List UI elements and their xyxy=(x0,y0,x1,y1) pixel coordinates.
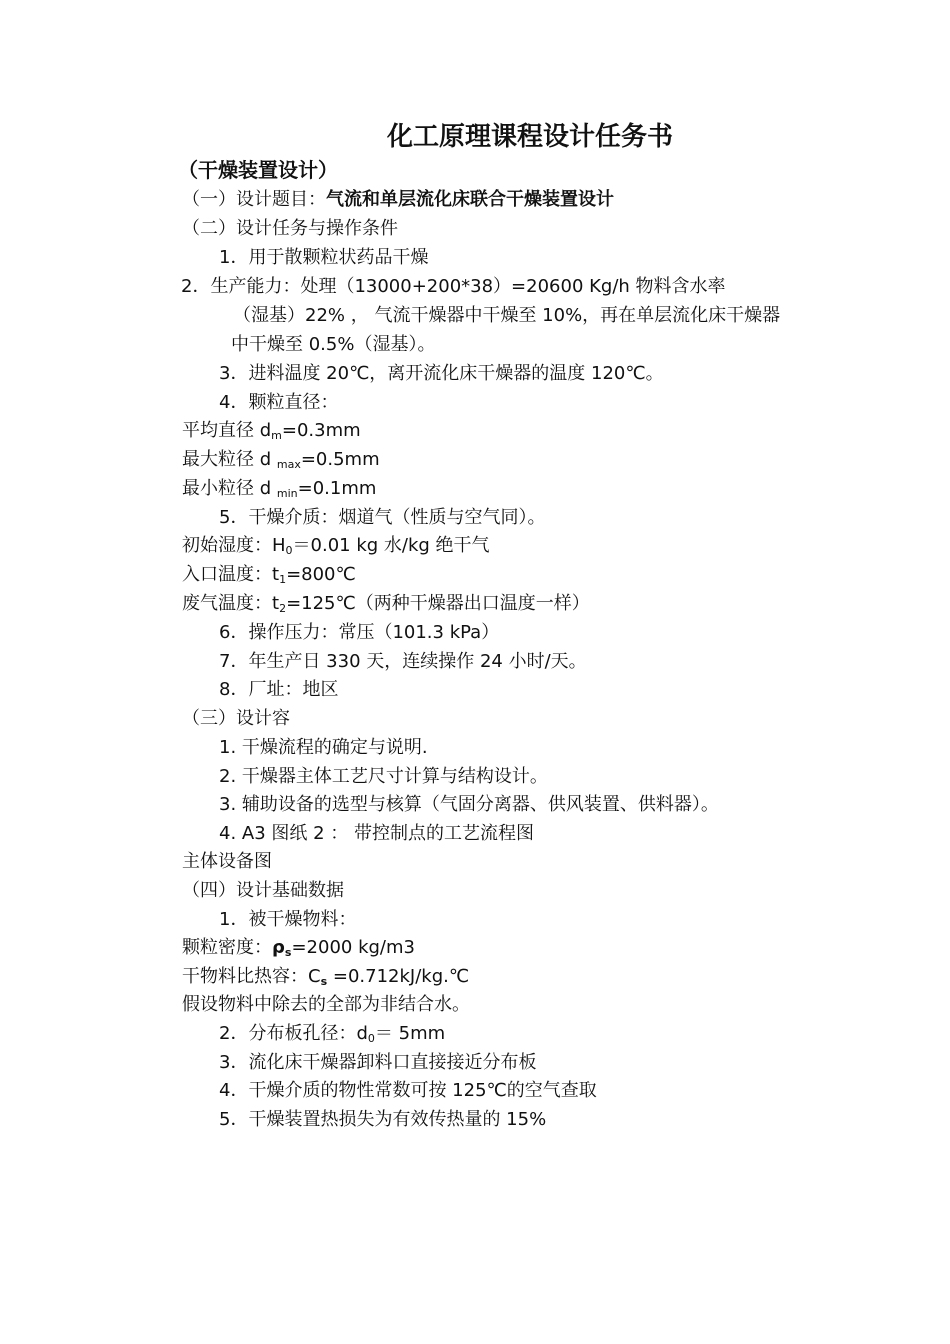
inlet-temperature-sub: 1 xyxy=(279,573,287,586)
item-2-line-1: 2．生产能力：处理（13000+200*38）=20600 Kg/h 物料含水率 xyxy=(181,276,726,297)
avg-diameter xyxy=(182,420,361,447)
item-6: 6．操作压力：常压（101.3 kPa） xyxy=(219,622,500,643)
item-7: 7．年生产日 330 天，连续操作 24 小时/天。 xyxy=(219,651,587,672)
design-topic: 气流和单层流化床联合干燥装置设计 xyxy=(326,189,614,210)
section-1 xyxy=(182,189,614,211)
section-1-label: （一）设计题目： xyxy=(182,189,326,210)
inlet-temperature-value: =800℃ xyxy=(286,564,356,585)
initial-humidity-sub: 0 xyxy=(285,544,293,557)
data-1: 1．被干燥物料： xyxy=(219,909,357,930)
item-8: 8．厂址：地区 xyxy=(219,679,339,700)
plate-hole-label: 2．分布板孔径：d xyxy=(219,1023,368,1044)
initial-humidity-label: 初始湿度：H xyxy=(182,535,286,556)
min-diameter-sub: min xyxy=(276,487,298,500)
min-diameter-label: 最小粒径 d xyxy=(182,478,277,499)
item-2-line-3: 中干燥至 0.5%（湿基）。 xyxy=(231,334,436,355)
content-4: 4. A3 图纸 2 ： 带控制点的工艺流程图 xyxy=(219,823,534,844)
content-2: 2. 干燥器主体工艺尺寸计算与结构设计。 xyxy=(219,766,548,787)
item-2-line-2: （湿基）22% ， 气流干燥器中干燥至 10%，再在单层流化床干燥器 xyxy=(233,305,781,326)
avg-diameter-sub: m xyxy=(271,429,282,442)
rho-symbol: ρ xyxy=(272,937,285,958)
avg-diameter-value: =0.3mm xyxy=(281,420,361,441)
item-1: 1．用于散颗粒状药品干燥 xyxy=(219,247,429,268)
item-5: 5．干燥介质：烟道气（性质与空气同）。 xyxy=(219,507,546,528)
data-4: 4．干燥介质的物性常数可按 125℃的空气查取 xyxy=(219,1080,597,1101)
max-diameter-value: =0.5mm xyxy=(300,449,380,470)
inlet-temperature-label: 入口温度：t xyxy=(182,564,280,585)
specific-heat-sub: s xyxy=(320,975,328,988)
data-3: 3．流化床干燥器卸料口直接接近分布板 xyxy=(219,1052,537,1073)
exhaust-temperature-value: =125℃（两种干燥器出口温度一样） xyxy=(286,593,590,614)
particle-density-value: =2000 kg/m3 xyxy=(291,937,415,958)
content-1: 1. 干燥流程的确定与说明. xyxy=(219,737,428,758)
data-5: 5．干燥装置热损失为有效传热量的 15% xyxy=(219,1109,547,1130)
particle-density-label: 颗粒密度： xyxy=(182,937,272,958)
section-3-heading: （三）设计容 xyxy=(182,708,290,729)
content-4-cont: 主体设备图 xyxy=(182,851,272,872)
exhaust-temperature xyxy=(182,593,590,620)
item-3: 3．进料温度 20℃，离开流化床干燥器的温度 120℃。 xyxy=(219,363,664,384)
min-diameter-value: =0.1mm xyxy=(297,478,377,499)
initial-humidity-value: ＝0.01 kg 水/kg 绝干气 xyxy=(292,535,490,556)
item-4: 4．颗粒直径： xyxy=(219,392,339,413)
page-title: 化工原理课程设计任务书 xyxy=(386,122,673,152)
section-4-heading: （四）设计基础数据 xyxy=(182,880,344,901)
avg-diameter-label: 平均直径 d xyxy=(182,420,272,441)
content-3: 3. 辅助设备的选型与核算（气固分离器、供风装置、供料器）。 xyxy=(219,794,719,815)
subtitle: （干燥装置设计） xyxy=(178,158,338,182)
plate-hole-sub: 0 xyxy=(367,1032,375,1045)
data-2 xyxy=(219,1023,445,1050)
specific-heat xyxy=(182,966,469,993)
exhaust-temperature-sub: 2 xyxy=(279,602,287,615)
exhaust-temperature-label: 废气温度：t xyxy=(182,593,280,614)
section-2-heading: （二）设计任务与操作条件 xyxy=(182,218,398,239)
max-diameter-sub: max xyxy=(276,458,301,471)
inlet-temperature xyxy=(182,564,356,591)
particle-density xyxy=(182,937,415,964)
max-diameter-label: 最大粒径 d xyxy=(182,449,277,470)
specific-heat-label: 干物料比热容：C xyxy=(182,966,321,987)
specific-heat-value: =0.712kJ/kg.℃ xyxy=(327,966,470,987)
max-diameter xyxy=(182,449,380,476)
plate-hole-value: ＝ 5mm xyxy=(374,1023,446,1044)
rho-sub: s xyxy=(284,946,292,959)
initial-humidity xyxy=(182,535,490,562)
assumption: 假设物料中除去的全部为非结合水。 xyxy=(182,994,470,1015)
min-diameter xyxy=(182,478,376,505)
